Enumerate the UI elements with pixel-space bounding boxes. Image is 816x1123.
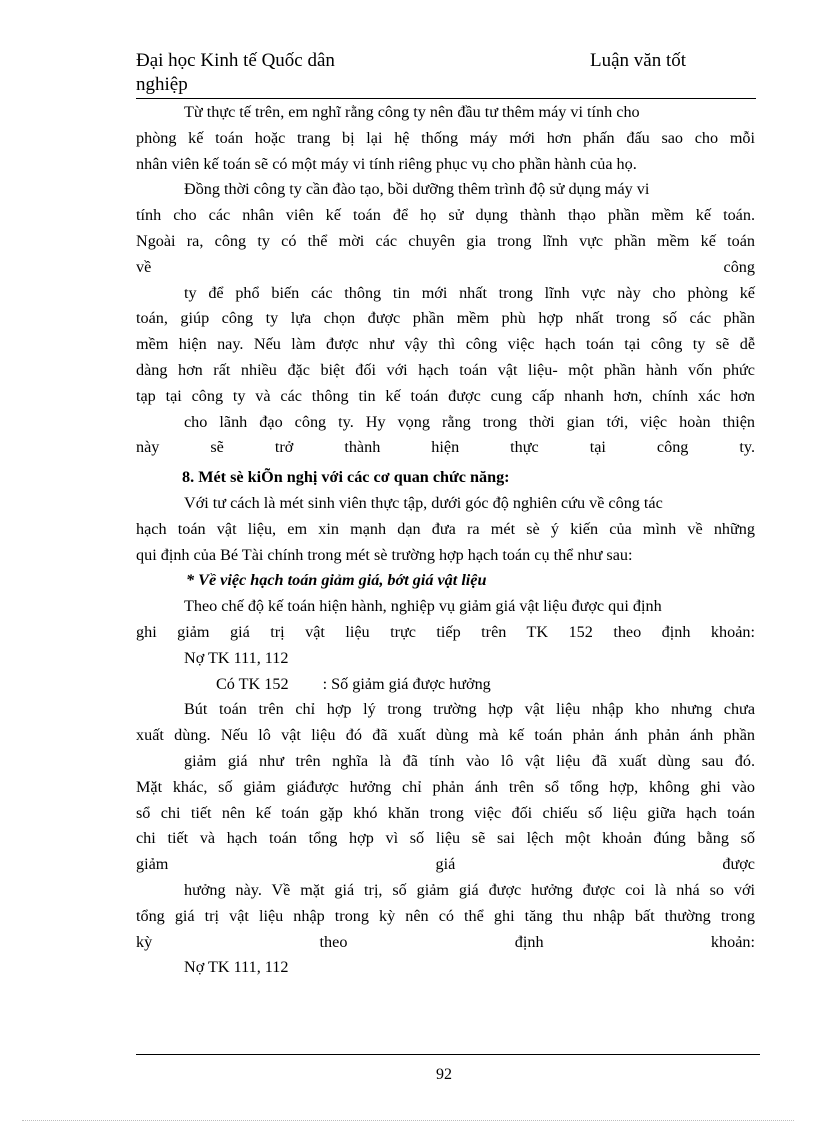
page-number: 92 [436, 1066, 452, 1083]
text-line: cho lãnh đạo công ty. Hy vọng rằng trong thời gian tới, việc hoàn thiện [184, 412, 755, 431]
text-line: tạp tại công ty và các thông tin kế toán được cung cấp nhanh hơn, chính xác hơn [136, 386, 755, 405]
text-line: Đồng thời công ty cần đào tạo, bồi dưỡng thêm trình độ sử dụng máy vi [184, 180, 650, 199]
text-line: hưởng này. Về mặt giá trị, số giảm giá được hưởng được coi là nhá so với [184, 880, 755, 899]
text-line: này sẽ trở thành hiện thực tại công ty. [136, 438, 755, 457]
text-line: tổng giá trị vật liệu nhập trong kỳ nên có thể ghi tăng thu nhập bất thường trong [136, 906, 755, 925]
footer-rule [136, 1054, 760, 1055]
text-line: về công [136, 257, 755, 276]
text-line: Theo chế độ kế toán hiện hành, nghiệp vụ giảm giá vật liệu được qui định [184, 597, 662, 616]
credit-description: : Số giảm giá được hưởng [322, 674, 491, 693]
credit-account: Có TK 152 [216, 674, 289, 693]
text-line: dàng hơn rất nhiều đặc biệt đối với hạch toán vật liệu- một phần hành vốn phức [136, 360, 755, 379]
text-line: Mặt khác, số giảm giáđược hưởng chỉ phản ánh trên sổ tổng hợp, không ghi vào [136, 777, 755, 796]
text-line: ty để phổ biến các thông tin mới nhất trong lĩnh vực này cho phòng kế [184, 283, 755, 302]
text-line: mềm hiện nay. Nếu làm được như vậy thì công việc hạch toán tại công ty sẽ dễ [136, 335, 755, 354]
text-line: Từ thực tế trên, em nghĩ rằng công ty nên đầu tư thêm máy vi tính cho [184, 103, 640, 121]
text-line: ghi giảm giá trị vật liệu trực tiếp trên TK 152 theo định khoản: [136, 622, 755, 641]
text-line: Bút toán trên chỉ hợp lý trong trường hợp vật liệu nhập kho nhưng chưa [184, 700, 755, 719]
text-line: nhân viên kế toán sẽ có một máy vi tính riêng phục vụ cho phần hành của họ. [136, 154, 637, 173]
credit-entry [136, 672, 755, 698]
body-text [136, 100, 755, 981]
text-line: xuất dùng. Nếu lô vật liệu đó đã xuất dùng mà kế toán phản ánh phản ánh phần [136, 726, 755, 745]
text-line: tính cho các nhân viên kế toán để họ sử dụng thành thạo phần mềm kế toán. [136, 206, 755, 225]
debit-entry: Nợ TK 111, 112 [184, 958, 289, 977]
header-thesis-title-wrap: nghiệp [136, 74, 188, 95]
section-heading: 8. Mét sè kiÕn nghị với các cơ quan chức năng: [182, 468, 510, 487]
text-line: kỳ theo định khoản: [136, 932, 755, 951]
page-boundary [22, 1120, 794, 1121]
text-line: giảm giá như trên nghĩa là đã tính vào lô vật liệu đã xuất dùng sau đó. [184, 751, 755, 770]
text-line: toán, giúp công ty lựa chọn được phần mềm phù hợp nhất trong số các phần [136, 309, 755, 328]
text-line: Với tư cách là mét sinh viên thực tập, dưới góc độ nghiên cứu về công tác [184, 493, 663, 512]
text-line: phòng kế toán hoặc trang bị lại hệ thống máy mới hơn phấn đấu sao cho mỗi [136, 128, 755, 147]
header-university: Đại học Kinh tế Quốc dân [136, 50, 335, 71]
debit-entry: Nợ TK 111, 112 [184, 648, 289, 667]
text-line: sổ chi tiết nên kế toán gặp khó khăn trong việc đối chiếu số liệu giữa hạch toán [136, 803, 755, 822]
header-rule [136, 98, 756, 99]
text-line: qui định của Bé Tài chính trong mét sè trường hợp hạch toán cụ thể như sau: [136, 545, 633, 564]
text-line: Ngoài ra, công ty có thể mời các chuyên gia trong lĩnh vực phần mềm kế toán [136, 231, 755, 250]
text-line: hạch toán vật liệu, em xin mạnh dạn đưa ra mét sè ý kiến của mình về những [136, 519, 755, 538]
text-line: giảm giá được [136, 855, 755, 874]
text-line: chi tiết và hạch toán tổng hợp vì số liệu sẽ sai lệch một khoản đúng bằng số [136, 829, 755, 848]
header-thesis-title: Luận văn tốt [590, 50, 687, 71]
subsection-heading: * Về việc hạch toán giảm giá, bớt giá vật liệu [186, 571, 487, 590]
